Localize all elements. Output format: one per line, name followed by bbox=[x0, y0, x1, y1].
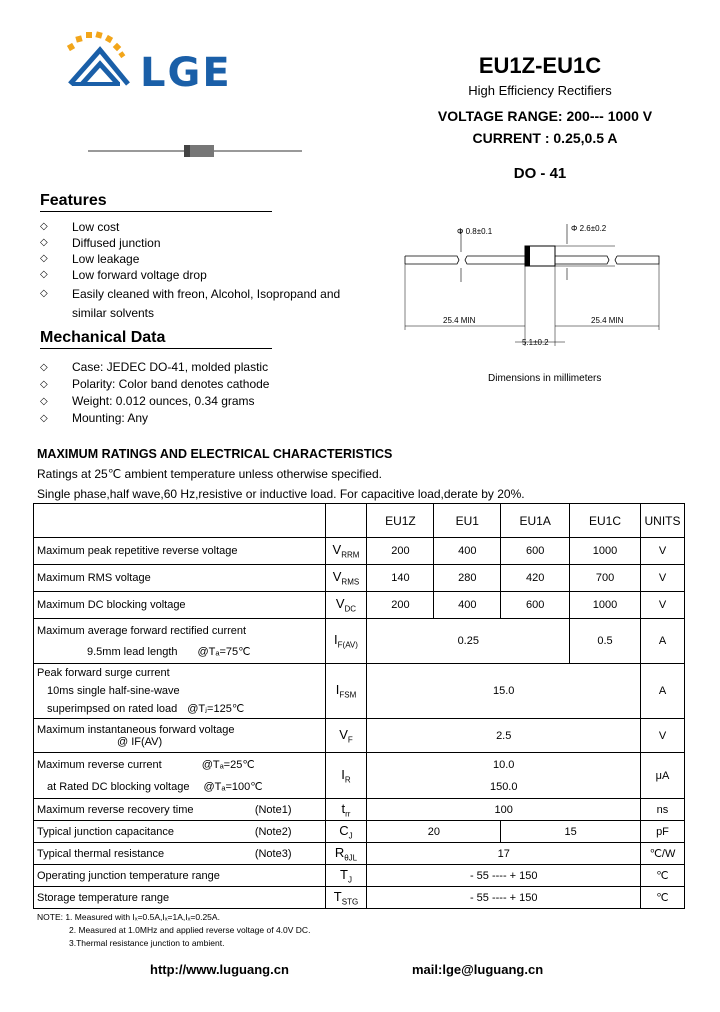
table-row: Typical thermal resistance (Note3) $R_{\theta JL}$ 17 ℃/W bbox=[34, 843, 685, 865]
list-item: similar solvents bbox=[72, 306, 155, 320]
list-item: ◇ Low leakage bbox=[40, 252, 140, 266]
table-row: Operating junction temperature range $T_J$ - 55 ---- + 150 ℃ bbox=[34, 865, 685, 887]
diamond-bullet-icon: ◇ bbox=[40, 396, 48, 407]
table-row: Maximum average forward rectified current 9.5mm lead length @Tₐ=75℃ $I_{F(AV)}$ 0.25 0.5 A bbox=[34, 619, 685, 664]
lead-length-left-label: 25.4 MIN bbox=[443, 316, 476, 325]
brand-logo-text: LGE bbox=[140, 50, 232, 96]
list-item: ◇ Low cost bbox=[40, 220, 120, 234]
list-item: ◇ Low forward voltage drop bbox=[40, 268, 207, 282]
lge-logo-icon bbox=[62, 28, 142, 90]
mechanical-list bbox=[40, 359, 269, 427]
list-item: ◇ Weight: 0.012 ounces, 0.34 grams bbox=[40, 394, 255, 408]
table-row: Maximum RMS voltage $V_{RMS}$ 140 280 420 700 V bbox=[34, 565, 685, 592]
table-notes: NOTE: 1. Measured with Iₓ=0.5A,Iₓ=1A,Iₓ=0.25A. 2. Measured at 1.0MHz and applied reverse voltage of 4.0V DC. 3.Thermal resistance junction to ambient. bbox=[37, 912, 311, 948]
body-diameter-label: Φ 2.6±0.2 bbox=[571, 224, 607, 233]
table-row: Typical junction capacitance (Note2) $C_J$ 20 15 pF bbox=[34, 821, 685, 843]
table-row: Peak forward surge current 10ms single half-sine-wave superimpsed on rated load @Tⱼ=125℃ $I_{FSM}$ 15.0 A bbox=[34, 664, 685, 719]
column-header: EU1C bbox=[570, 504, 641, 538]
list-item: ◇ Diffused junction bbox=[40, 236, 161, 250]
list-item: ◇ Easily cleaned with freon, Alcohol, Isopropand and bbox=[40, 287, 341, 301]
list-item: ◇ Mounting: Any bbox=[40, 411, 149, 425]
mechanical-heading: Mechanical Data bbox=[40, 329, 272, 349]
lead-length-right-label: 25.4 MIN bbox=[591, 316, 624, 325]
features-heading: Features bbox=[40, 192, 272, 212]
diamond-bullet-icon: ◇ bbox=[40, 413, 48, 424]
ratings-note-temperature: Ratings at 25℃ ambient temperature unless otherwise specified. bbox=[37, 467, 382, 481]
diamond-bullet-icon: ◇ bbox=[40, 269, 48, 280]
lead-diameter-label: Φ 0.8±0.1 bbox=[457, 227, 493, 236]
table-row: Storage temperature range $T_{STG}$ - 55 ---- + 150 ℃ bbox=[34, 887, 685, 909]
website-link[interactable]: http://www.luguang.cn bbox=[150, 962, 289, 977]
voltage-range: VOLTAGE RANGE: 200--- 1000 V bbox=[437, 108, 653, 124]
diamond-bullet-icon: ◇ bbox=[40, 253, 48, 264]
diode-illustration bbox=[88, 140, 308, 162]
ratings-note-load: Single phase,half wave,60 Hz,resistive or inductive load. For capacitive load,derate by 20%. bbox=[37, 487, 525, 501]
current-rating: CURRENT : 0.25,0.5 A bbox=[472, 130, 618, 146]
column-header: EU1Z bbox=[367, 504, 434, 538]
diamond-bullet-icon: ◇ bbox=[40, 288, 48, 299]
table-row: Maximum peak repetitive reverse voltage $V_{RRM}$ 200 400 600 1000 V bbox=[34, 538, 685, 565]
column-header: UNITS bbox=[640, 504, 684, 538]
column-header: EU1A bbox=[501, 504, 570, 538]
table-row: Maximum reverse recovery time (Note1) $t_{rr}$ 100 ns bbox=[34, 799, 685, 821]
body-length-label: 5.1±0.2 bbox=[522, 338, 549, 347]
part-number-title: EU1Z-EU1C bbox=[478, 53, 602, 78]
diamond-bullet-icon: ◇ bbox=[40, 221, 48, 232]
dimension-drawing bbox=[395, 220, 695, 350]
table-row: Maximum reverse current @Tₐ=25℃ at Rated DC blocking voltage @Tₐ=100℃ $I_R$ 10.0 150.0 μA bbox=[34, 753, 685, 799]
diamond-bullet-icon: ◇ bbox=[40, 379, 48, 390]
product-subtitle: High Efficiency Rectifiers bbox=[468, 83, 612, 98]
list-item: ◇ Case: JEDEC DO-41, molded plastic bbox=[40, 360, 269, 374]
table-row: Maximum instantaneous forward voltage @ IF(AV) $V_F$ 2.5 V bbox=[34, 719, 685, 753]
table-header-row bbox=[34, 504, 685, 538]
features-list bbox=[40, 219, 340, 321]
list-item: ◇ Polarity: Color band denotes cathode bbox=[40, 377, 270, 391]
table-row: Maximum DC blocking voltage $V_{DC}$ 200 400 600 1000 V bbox=[34, 592, 685, 619]
diamond-bullet-icon: ◇ bbox=[40, 362, 48, 373]
package-name: DO - 41 bbox=[513, 165, 567, 182]
ratings-heading: MAXIMUM RATINGS AND ELECTRICAL CHARACTERISTICS bbox=[37, 447, 393, 461]
diamond-bullet-icon: ◇ bbox=[40, 237, 48, 248]
email-link[interactable]: mail:lge@luguang.cn bbox=[412, 962, 544, 977]
ratings-table bbox=[33, 503, 685, 909]
column-header: EU1 bbox=[434, 504, 501, 538]
dimensions-caption: Dimensions in millimeters bbox=[488, 373, 602, 384]
